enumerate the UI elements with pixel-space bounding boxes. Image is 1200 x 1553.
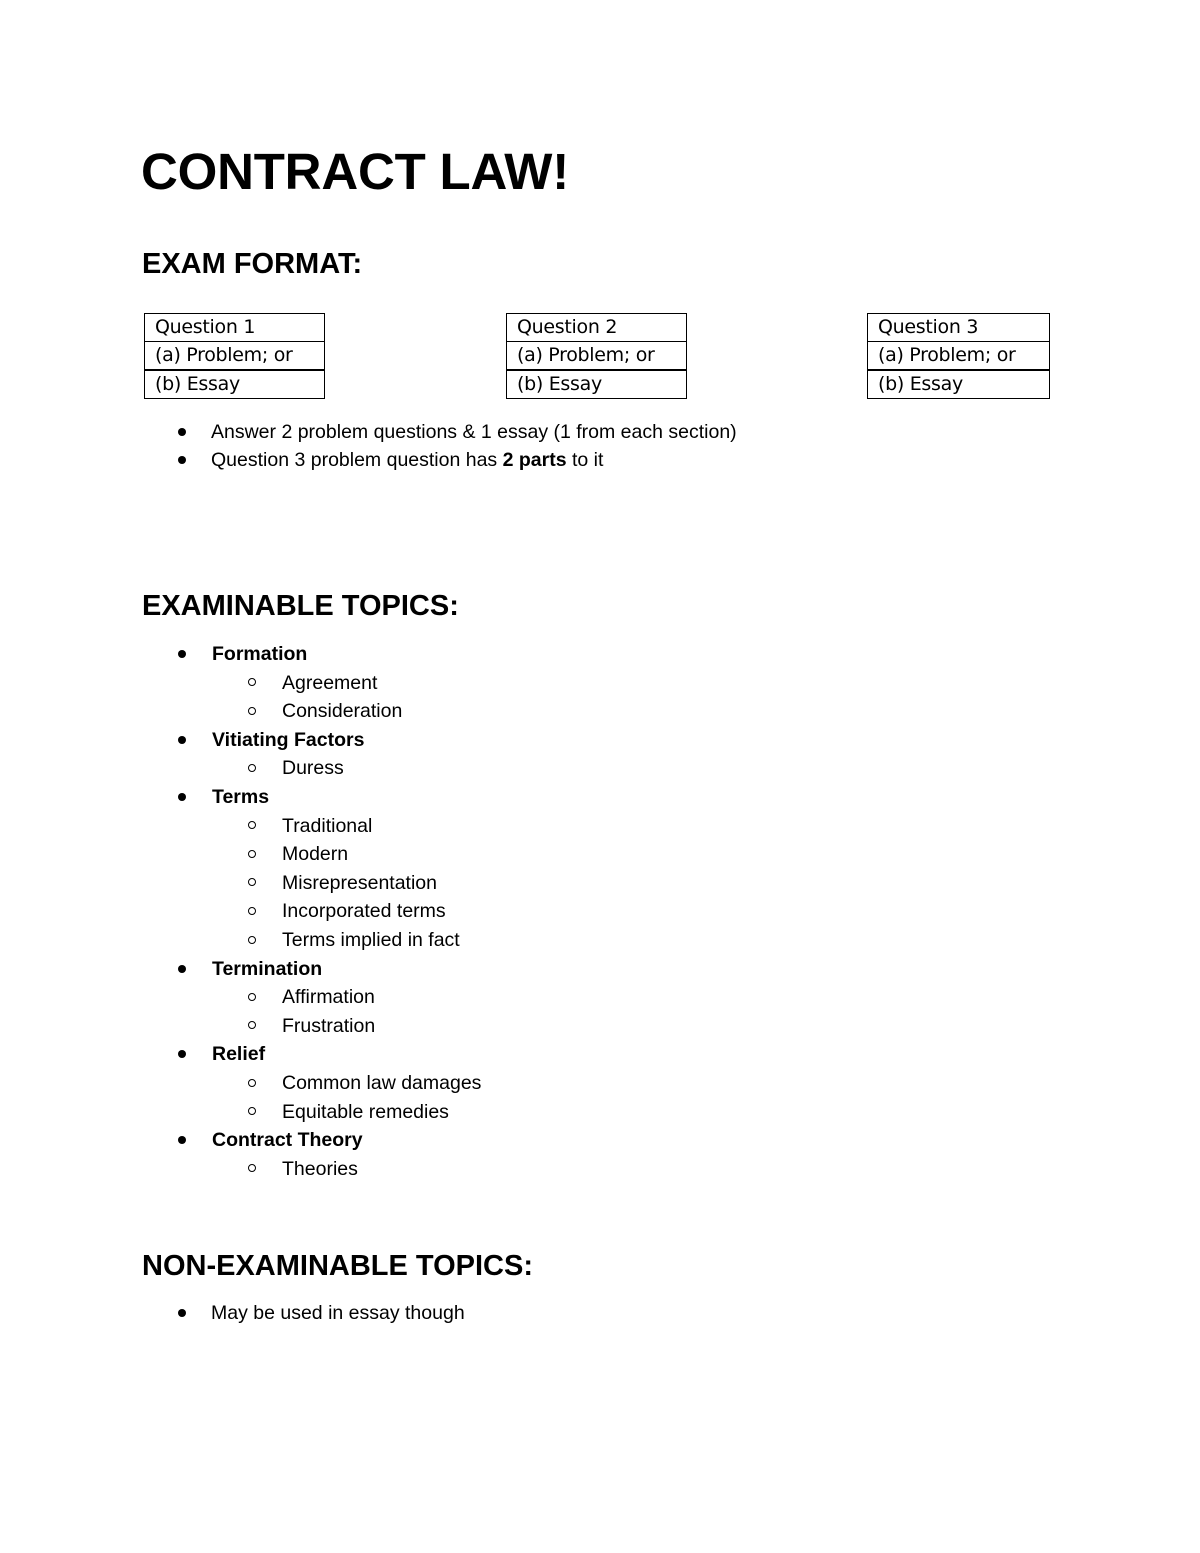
subtopic-label: Equitable remedies <box>282 1100 449 1123</box>
question-2-box <box>506 313 687 399</box>
question-3-box <box>867 313 1050 399</box>
bullet-icon <box>178 793 186 801</box>
question-1-box <box>144 313 325 399</box>
bullet-icon <box>178 456 186 464</box>
bullet-icon <box>178 650 186 658</box>
subtopic-label: Theories <box>282 1157 358 1180</box>
question-title: Question 3 <box>868 314 1050 342</box>
topic-label: Termination <box>212 957 323 980</box>
subtopic-label: Frustration <box>282 1014 376 1037</box>
note-text <box>211 446 603 475</box>
hollow-bullet-icon <box>248 993 256 1001</box>
exam-format-heading: EXAM FORMAT: <box>142 248 363 280</box>
bullet-icon <box>178 1050 186 1058</box>
hollow-bullet-icon <box>248 878 256 886</box>
topic-label: Formation <box>212 643 308 665</box>
hollow-bullet-icon <box>248 764 256 772</box>
note-emphasis: 2 parts <box>502 449 567 471</box>
hollow-bullet-icon <box>248 707 256 715</box>
hollow-bullet-icon <box>248 1107 256 1115</box>
note-text: Answer 2 problem questions & 1 essay (1 from each section) <box>211 421 737 443</box>
non-examinable-topics-heading: NON-EXAMINABLE TOPICS: <box>142 1250 533 1282</box>
hollow-bullet-icon <box>248 850 256 858</box>
bullet-icon <box>178 965 186 973</box>
subtopic-label: Traditional <box>282 814 373 837</box>
bullet-icon <box>178 428 186 436</box>
subtopic-label: Agreement <box>282 671 378 694</box>
document-title: CONTRACT LAW! <box>141 143 569 200</box>
question-title: Question 2 <box>507 314 687 342</box>
bullet-icon <box>178 736 186 744</box>
note-text: May be used in essay though <box>211 1302 465 1324</box>
topic-label: Vitiating Factors <box>212 728 365 751</box>
subtopic-label: Common law damages <box>282 1072 482 1094</box>
question-option-a: (a) Problem; or <box>145 342 325 371</box>
subtopic-label: Misrepresentation <box>282 871 437 894</box>
topic-label: Terms <box>212 786 270 808</box>
hollow-bullet-icon <box>248 678 256 686</box>
hollow-bullet-icon <box>248 1021 256 1029</box>
question-option-b: (b) Essay <box>868 370 1050 399</box>
subtopic-label: Consideration <box>282 700 403 723</box>
hollow-bullet-icon <box>248 1164 256 1172</box>
hollow-bullet-icon <box>248 907 256 915</box>
question-option-b: (b) Essay <box>145 370 325 399</box>
hollow-bullet-icon <box>248 821 256 829</box>
question-option-b: (b) Essay <box>507 370 687 399</box>
topic-label: Relief <box>212 1043 266 1066</box>
subtopic-label: Incorporated terms <box>282 900 446 923</box>
question-title: Question 1 <box>145 314 325 342</box>
hollow-bullet-icon <box>248 1079 256 1087</box>
question-option-a: (a) Problem; or <box>868 342 1050 371</box>
subtopic-label: Modern <box>282 843 349 866</box>
examinable-topics-heading: EXAMINABLE TOPICS: <box>142 590 459 622</box>
subtopic-label: Affirmation <box>282 986 375 1009</box>
note-text-part: to it <box>566 449 604 471</box>
bullet-icon <box>178 1136 186 1144</box>
note-text-part: Question 3 problem question has <box>211 449 503 471</box>
hollow-bullet-icon <box>248 936 256 944</box>
bullet-icon <box>178 1309 186 1317</box>
question-option-a: (a) Problem; or <box>507 342 687 371</box>
subtopic-label: Duress <box>282 757 344 780</box>
topic-label: Contract Theory <box>212 1129 363 1152</box>
subtopic-label: Terms implied in fact <box>282 929 460 951</box>
